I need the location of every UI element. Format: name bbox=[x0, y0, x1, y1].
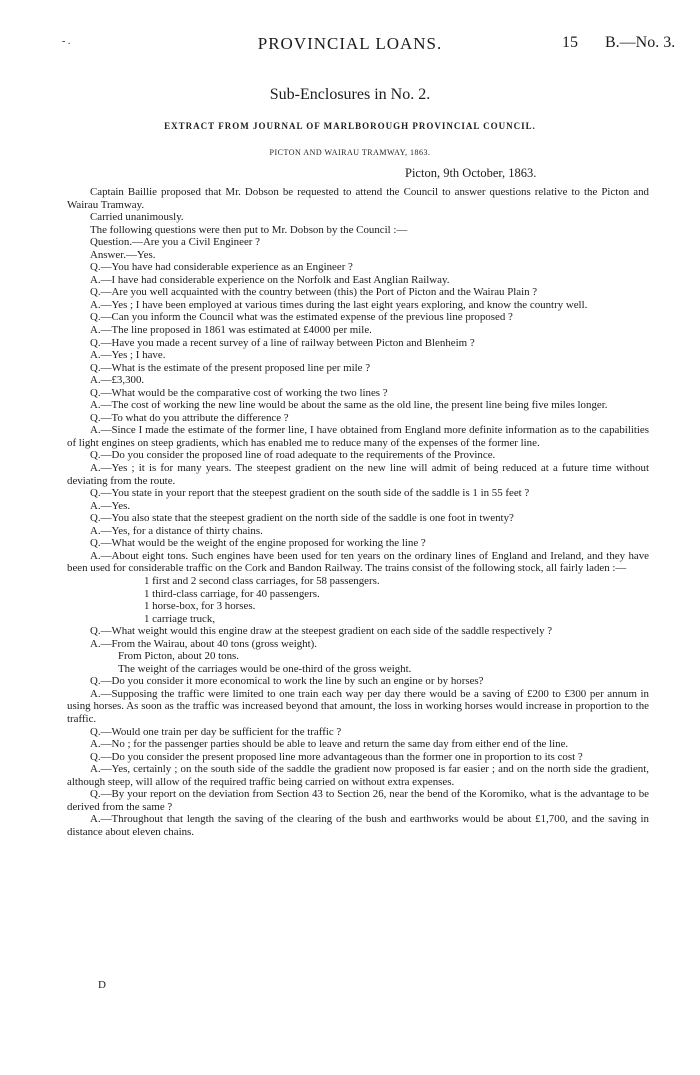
dateline: Picton, 9th October, 1863. bbox=[405, 166, 537, 180]
stock-list-item: 1 horse-box, for 3 horses. bbox=[144, 600, 256, 613]
subject-line: PICTON AND WAIRAU TRAMWAY, 1863. bbox=[269, 148, 431, 157]
paragraph: Q.—Do you consider the present proposed line more advantageous than the former one in proportion to its cost ? bbox=[90, 750, 583, 763]
paragraph: Q.—To what do you attribute the difference ? bbox=[90, 411, 289, 424]
paragraph: A.—Yes, certainly ; on the south side of the saddle the gradient now proposed is far easier ; and on the north side the gradient, although steep, will allow of the required traffic being carried on without extra expenses. bbox=[67, 763, 649, 788]
extract-title: EXTRACT FROM JOURNAL OF MARLBOROUGH PROVINCIAL COUNCIL. bbox=[164, 121, 536, 131]
paragraph: Q.—What weight would this engine draw at the steepest gradient on each side of the saddle respectively ? bbox=[90, 625, 553, 638]
paragraph: A.—Supposing the traffic were limited to one train each way per day there would be a saving of £200 to £300 per annum in using horses. As soon as the traffic was increased beyond that amount, the loss in working horses would increase in proportion to the traffic. bbox=[67, 687, 649, 725]
page-header bbox=[0, 34, 700, 54]
paragraph: A.—Throughout that length the saving of the clearing of the bush and earthworks would be about £1,700, and the saving in distance about eleven chains. bbox=[67, 813, 649, 838]
header-marks: - . bbox=[62, 36, 71, 47]
paragraph: Q.—Do you consider the proposed line of road adequate to the requirements of the Province. bbox=[90, 449, 496, 462]
paragraph: Q.—Are you well acquainted with the country between (this) the Port of Picton and the Wairau Plain ? bbox=[90, 286, 538, 299]
document-reference: B.—No. 3. bbox=[605, 34, 676, 51]
paragraph: Q.—Have you made a recent survey of a line of railway between Picton and Blenheim ? bbox=[90, 336, 475, 349]
running-title: PROVINCIAL LOANS. bbox=[257, 34, 443, 53]
paragraph: A.—Yes. bbox=[90, 499, 131, 512]
paragraph: Captain Baillie proposed that Mr. Dobson be requested to attend the Council to answer questions relative to the Picton and Wairau Tramway. bbox=[67, 186, 649, 211]
paragraph: Q.—Would one train per day be sufficient for the traffic ? bbox=[90, 725, 342, 738]
paragraph: A.—The cost of working the new line would be about the same as the old line, the present line being five miles longer. bbox=[90, 399, 608, 412]
stock-list-item: 1 third-class carriage, for 40 passengers. bbox=[144, 587, 320, 600]
paragraph: Q.—You have had considerable experience as an Engineer ? bbox=[90, 261, 353, 274]
paragraph: From Picton, about 20 tons. bbox=[118, 650, 240, 663]
paragraph: Q.—Do you consider it more economical to work the line by such an engine or by horses? bbox=[90, 675, 484, 688]
paragraph: A.—I have had considerable experience on the Norfolk and East Anglian Railway. bbox=[90, 273, 450, 286]
paragraph: A.—The line proposed in 1861 was estimated at £4000 per mile. bbox=[90, 324, 372, 337]
paragraph: Q.—By your report on the deviation from Section 43 to Section 26, near the bend of the Koromiko, what is the advantage to be derived from the same ? bbox=[67, 788, 649, 813]
paragraph: A.—From the Wairau, about 40 tons (gross weight). bbox=[90, 637, 317, 650]
paragraph: A.—No ; for the passenger parties should be able to leave and return the same day from either end of the line. bbox=[90, 738, 569, 751]
paragraph: Q.—What is the estimate of the present proposed line per mile ? bbox=[90, 361, 371, 374]
paragraph: A.—£3,300. bbox=[90, 374, 145, 387]
stock-list-item: 1 first and 2 second class carriages, for 58 passengers. bbox=[144, 574, 380, 587]
paragraph: A.—About eight tons. Such engines have been used for ten years on the ordinary lines of England and Ireland, and they have been used for considerable traffic on the Cork and Bandon Railway. The trains consist of the following stock, all fairly laden :— bbox=[67, 549, 649, 575]
paragraph: A.—Yes ; I have been employed at various times during the last eight years exploring, and know the country well. bbox=[90, 298, 588, 311]
paragraph: Q.—What would be the weight of the engine proposed for working the line ? bbox=[90, 537, 426, 550]
page-number: 15 bbox=[562, 34, 578, 51]
paragraph: Answer.—Yes. bbox=[90, 248, 156, 261]
signature-mark: D bbox=[98, 979, 106, 991]
paragraph: A.—Yes, for a distance of thirty chains. bbox=[90, 524, 263, 537]
stock-list-item: 1 carriage truck, bbox=[144, 612, 216, 625]
paragraph: Q.—Can you inform the Council what was the estimated expense of the previous line proposed ? bbox=[90, 311, 513, 324]
paragraph: A.—Since I made the estimate of the former line, I have obtained from England more definite information as to the capabilities of light engines on steep gradients, which has enabled me to reduce many of the expenses of the former line. bbox=[67, 424, 649, 449]
paragraph: Carried unanimously. bbox=[90, 211, 184, 224]
journal-body bbox=[67, 186, 649, 838]
paragraph: Q.—You state in your report that the steepest gradient on the south side of the saddle is 1 in 55 feet ? bbox=[90, 487, 530, 500]
paragraph: A.—Yes ; I have. bbox=[90, 349, 166, 362]
paragraph: A.—Yes ; it is for many years. The steepest gradient on the new line will admit of being reduced at a future time without deviating from the route. bbox=[67, 462, 649, 487]
paragraph: Q.—You also state that the steepest gradient on the north side of the saddle is one foot in twenty? bbox=[90, 512, 514, 525]
paragraph: The following questions were then put to Mr. Dobson by the Council :— bbox=[90, 223, 408, 236]
paragraph: Question.—Are you a Civil Engineer ? bbox=[90, 236, 260, 249]
section-subheading: Sub-Enclosures in No. 2. bbox=[269, 86, 431, 103]
paragraph: The weight of the carriages would be one-third of the gross weight. bbox=[118, 662, 412, 675]
paragraph: Q.—What would be the comparative cost of working the two lines ? bbox=[90, 386, 388, 399]
